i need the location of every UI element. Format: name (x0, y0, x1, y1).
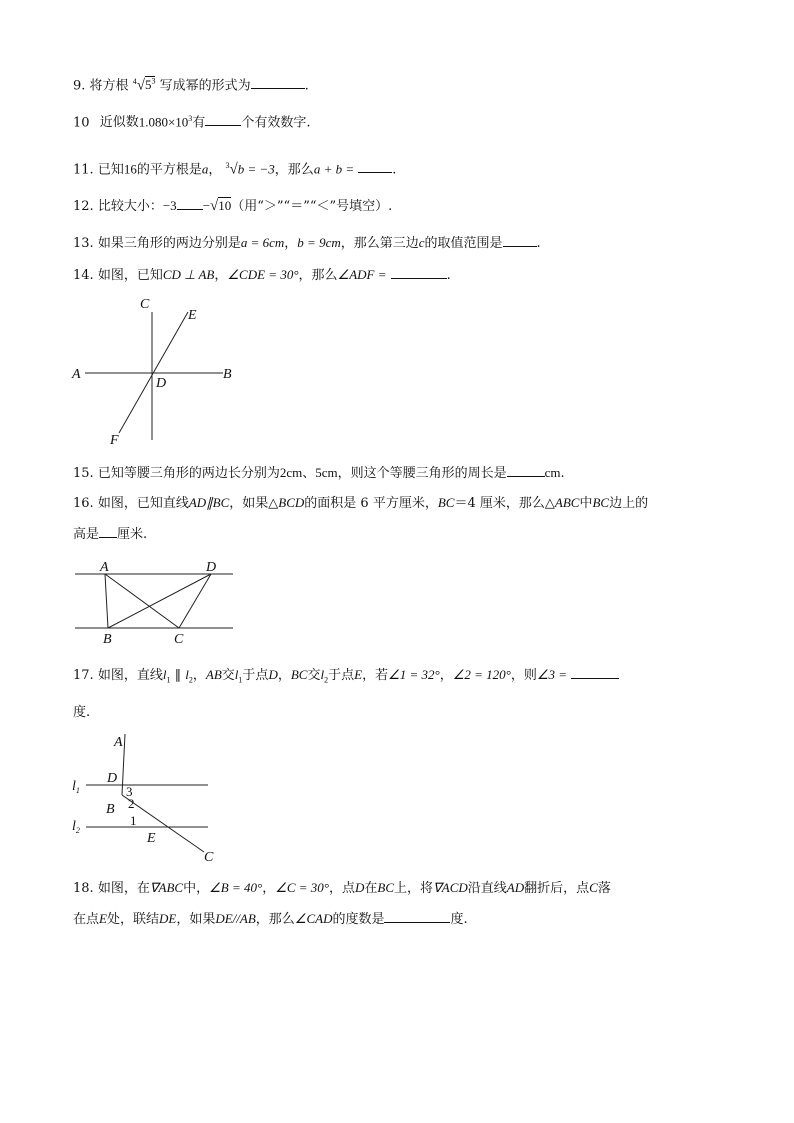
label-d: D (206, 560, 217, 575)
root-index: 4 (132, 77, 137, 86)
radical-sign: √ (136, 77, 145, 94)
label-e: E (147, 831, 156, 846)
question-9: 9. 将方根 $^4√5^3$ 写成幂的形式为 . (73, 77, 309, 94)
answer-blank[interactable] (507, 463, 545, 477)
answer-blank[interactable] (503, 233, 537, 247)
answer-blank[interactable] (177, 196, 203, 210)
label-l2: $l_2$ (72, 819, 80, 835)
answer-blank[interactable] (384, 909, 450, 923)
label-c: C (174, 632, 184, 647)
label-c: C (204, 850, 214, 865)
question-number: 15. (73, 466, 94, 481)
question-number: 14. (73, 268, 94, 283)
question-number: 18. (73, 881, 94, 896)
label-d: D (156, 376, 167, 391)
label-b: B (103, 632, 112, 647)
radical-sign: √ (229, 161, 238, 178)
label-a: A (114, 735, 123, 750)
question-13: 13. 如果三角形的两边分别是a = 6cm，b = 9cm，那么第三边c的取值范围是 . (73, 235, 541, 251)
question-number: 13. (73, 236, 94, 251)
question-15: 15. 已知等腰三角形的两边长分别为2cm、5cm，则这个等腰三角形的周长是 cm. (73, 465, 565, 481)
label-c: C (140, 297, 150, 312)
label-d: D (107, 771, 118, 786)
question-12: 12. 比较大小：−3 −√10（用“＞”“＝”“＜”号填空）. (73, 198, 393, 214)
figure-17 (68, 728, 228, 866)
figure-14 (68, 292, 248, 452)
answer-blank[interactable] (205, 112, 241, 126)
question-17: 17. 如图，直线$l_1$ ∥ $l_2$，AB交$l_1$于点D，BC交$l_2$于点E，若∠1 = 32°，∠2 = 120°，则∠3 = (73, 665, 619, 691)
answer-blank[interactable] (251, 75, 305, 89)
triangle-abc (105, 574, 179, 628)
figure-16 (72, 556, 242, 648)
answer-blank[interactable] (391, 265, 447, 279)
question-number: 11. (73, 162, 94, 178)
label-a: A (72, 367, 81, 382)
label-angle-1: 1 (130, 813, 137, 828)
question-number: 10 (73, 115, 90, 131)
question-18-line-2: 在点E处，联结DE，如果DE//AB，那么∠CAD的度数是 度. (73, 911, 468, 927)
question-17-line-2: 度. (73, 705, 91, 720)
question-14: 14. 如图，已知CD ⊥ AB，∠CDE = 30°，那么∠ADF = . (73, 267, 451, 283)
answer-blank[interactable] (571, 665, 619, 679)
question-number: 9. (73, 78, 86, 94)
radicand: $5^3$ (144, 77, 156, 93)
question-10: 10 近似数$1.080\times 10^3$有 个有效数字. (73, 114, 311, 131)
label-b: B (223, 367, 232, 382)
radical-sign: √ (210, 198, 219, 214)
question-number: 12. (73, 199, 94, 214)
label-angle-2: 2 (128, 796, 135, 811)
label-f: F (110, 433, 119, 448)
answer-blank[interactable] (99, 524, 117, 538)
question-16: 16. 如图，已知直线AD∥BC，如果△BCD的面积是 6 平方厘米，BC＝4 厘米，那么△ABC中BC边上的 (73, 495, 649, 511)
label-angle-3: 3 (126, 784, 133, 799)
label-l1: $l_1$ (72, 779, 80, 795)
question-16-line-2: 高是 厘米. (73, 524, 147, 545)
answer-blank[interactable] (358, 159, 392, 173)
question-number: 16. (73, 496, 94, 511)
question-18: 18. 如图，在∇ABC中，∠B = 40°，∠C = 30°，点D在BC上，将∇ACD沿直线AD翻折后，点C落 (73, 880, 611, 896)
label-b: B (106, 802, 115, 817)
question-number: 17. (73, 668, 94, 683)
label-a: A (100, 560, 109, 575)
question-11: 11. 已知16的平方根是a， $^3$√b = −3，那么a + b = . (73, 161, 397, 178)
label-e: E (188, 308, 197, 323)
